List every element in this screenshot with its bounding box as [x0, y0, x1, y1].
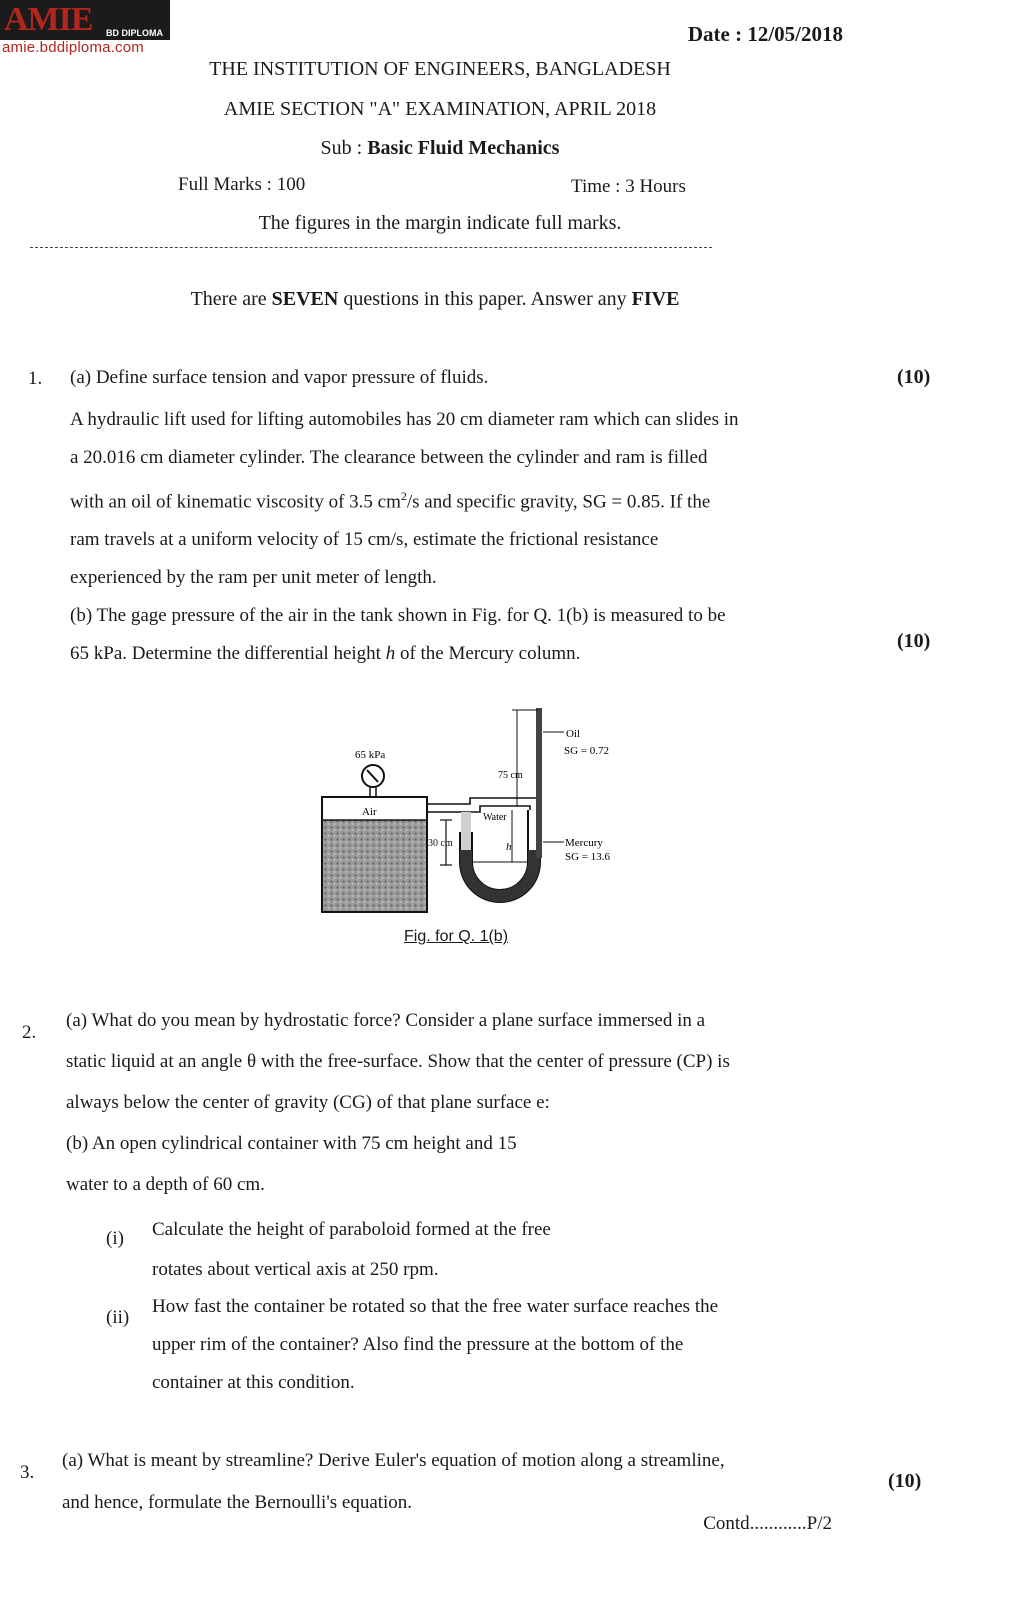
air-label: Air — [362, 806, 377, 818]
q1a-text-3-sup: 2 — [400, 489, 407, 503]
dim-75-label: 75 cm — [498, 770, 523, 781]
q1a-text-5: experienced by the ram per unit meter of length. — [70, 567, 437, 589]
question-3-body — [62, 1440, 832, 1524]
dim-30-label: 30 cm — [428, 838, 453, 849]
q1a-text-1: A hydraulic lift used for lifting automobiles has 20 cm diameter ram which can slides in — [70, 409, 739, 430]
q2bi-text-1: Calculate the height of paraboloid formed at the free — [152, 1219, 551, 1240]
exam-date: Date : 12/05/2018 — [687, 22, 843, 46]
exam-time: Time : 3 Hours — [571, 176, 686, 197]
oil-label: Oil — [566, 728, 581, 740]
pipe-inner — [427, 806, 530, 812]
subject-prefix: Sub : — [320, 137, 368, 159]
instructions — [0, 288, 870, 311]
question-1-number: 1. — [28, 368, 43, 389]
instructions-count: SEVEN — [271, 288, 339, 310]
mercury-sg-label: SG = 13.6 — [565, 851, 611, 863]
q2bii-text-3: container at this condition. — [152, 1372, 355, 1393]
q1b-text-2-post: of the Mercury column. — [395, 643, 581, 665]
h-label: h — [506, 841, 512, 853]
q3a-text-1: (a) What is meant by streamline? Derive Euler's equation of motion along a streamline, — [62, 1450, 725, 1471]
q1a-text-3 — [70, 477, 842, 521]
question-1b-marks: (10) — [897, 630, 931, 652]
instructions-answer: FIVE — [631, 288, 680, 310]
q2a-text-2: static liquid at an angle θ with the free-surface. Show that the center of pressure (CP) is — [66, 1051, 730, 1072]
q1b-text-2-pre: 65 kPa. Determine the differential height — [70, 643, 386, 665]
q1b-text-1: (b) The gage pressure of the air in the tank shown in Fig. for Q. 1(b) is measured to be — [70, 605, 726, 627]
q2b-text-1: (b) An open cylindrical container with 75 cm height and 15 — [66, 1133, 517, 1154]
mercury-label: Mercury — [565, 837, 603, 849]
q1a-text-3-pre: with an oil of kinematic viscosity of 3.5 cm — [70, 491, 401, 513]
full-marks: Full Marks : 100 — [178, 174, 306, 195]
question-2-number: 2. — [22, 1022, 37, 1043]
gauge-label: 65 kPa — [355, 749, 386, 761]
figure-caption: Fig. for Q. 1(b) — [404, 928, 509, 945]
question-1a-line: (a) Define surface tension and vapor pressure of fluids. — [70, 367, 489, 388]
q1b-text-2-var: h — [385, 643, 396, 665]
question-2bi-number: (i) — [106, 1228, 124, 1249]
q2b-text-2: water to a depth of 60 cm. — [66, 1174, 265, 1195]
q2bi-text-2: rotates about vertical axis at 250 rpm. — [152, 1259, 439, 1280]
question-2-body — [66, 1000, 836, 1205]
institution-name: THE INSTITUTION OF ENGINEERS, BANGLADESH — [209, 58, 671, 80]
instructions-mid: questions in this paper. Answer any — [338, 288, 632, 310]
q2a-text-1: (a) What do you mean by hydrostatic force? Consider a plane surface immersed in a — [66, 1010, 706, 1031]
oil-column — [536, 708, 542, 858]
pipe-outer — [427, 718, 537, 804]
water-left-leg — [461, 812, 471, 850]
question-2bi-body — [152, 1210, 836, 1290]
q2bii-text-2: upper rim of the container? Also find the pressure at the bottom of the — [152, 1334, 684, 1355]
q2bii-text-1: How fast the container be rotated so that the free water surface reaches the — [152, 1296, 719, 1317]
question-1a-marks: (10) — [897, 366, 931, 388]
subject-name: Basic Fluid Mechanics — [367, 137, 560, 159]
logo-text: AMIE — [4, 1, 93, 38]
question-3a-marks: (10) — [888, 1470, 922, 1492]
question-3-number: 3. — [20, 1462, 35, 1483]
question-1a-body — [70, 401, 842, 673]
header-divider — [30, 247, 712, 248]
subject-line — [0, 137, 880, 160]
q1a-text-4: ram travels at a uniform velocity of 15 cm/s, estimate the frictional resistance — [70, 529, 659, 551]
q3a-text-2: and hence, formulate the Bernoulli's equation. — [62, 1492, 413, 1513]
manometer-figure — [300, 700, 640, 920]
mercury-column — [460, 850, 540, 902]
continued-note: Contd............P/2 — [703, 1513, 832, 1534]
tank-water — [323, 820, 426, 911]
oil-sg-label: SG = 0.72 — [564, 745, 610, 757]
q1a-text-2: a 20.016 cm diameter cylinder. The clearance between the cylinder and ram is filled — [70, 447, 708, 468]
marks-note: The figures in the margin indicate full marks. — [258, 212, 622, 234]
water-label: Water — [483, 812, 507, 823]
q1a-text-3-post: /s and specific gravity, SG = 0.85. If the — [406, 491, 711, 513]
exam-title: AMIE SECTION "A" EXAMINATION, APRIL 2018 — [223, 98, 657, 120]
logo-url: amie.bddiploma.com — [2, 39, 144, 56]
q2a-text-3: always below the center of gravity (CG) of that plane surface e: — [66, 1092, 550, 1113]
question-2bii-body — [152, 1288, 836, 1402]
question-2bii-number: (ii) — [106, 1307, 130, 1328]
instructions-pre: There are — [190, 288, 272, 310]
q1b-text-2 — [70, 635, 842, 673]
logo-subtext: BD DIPLOMA — [106, 28, 163, 38]
